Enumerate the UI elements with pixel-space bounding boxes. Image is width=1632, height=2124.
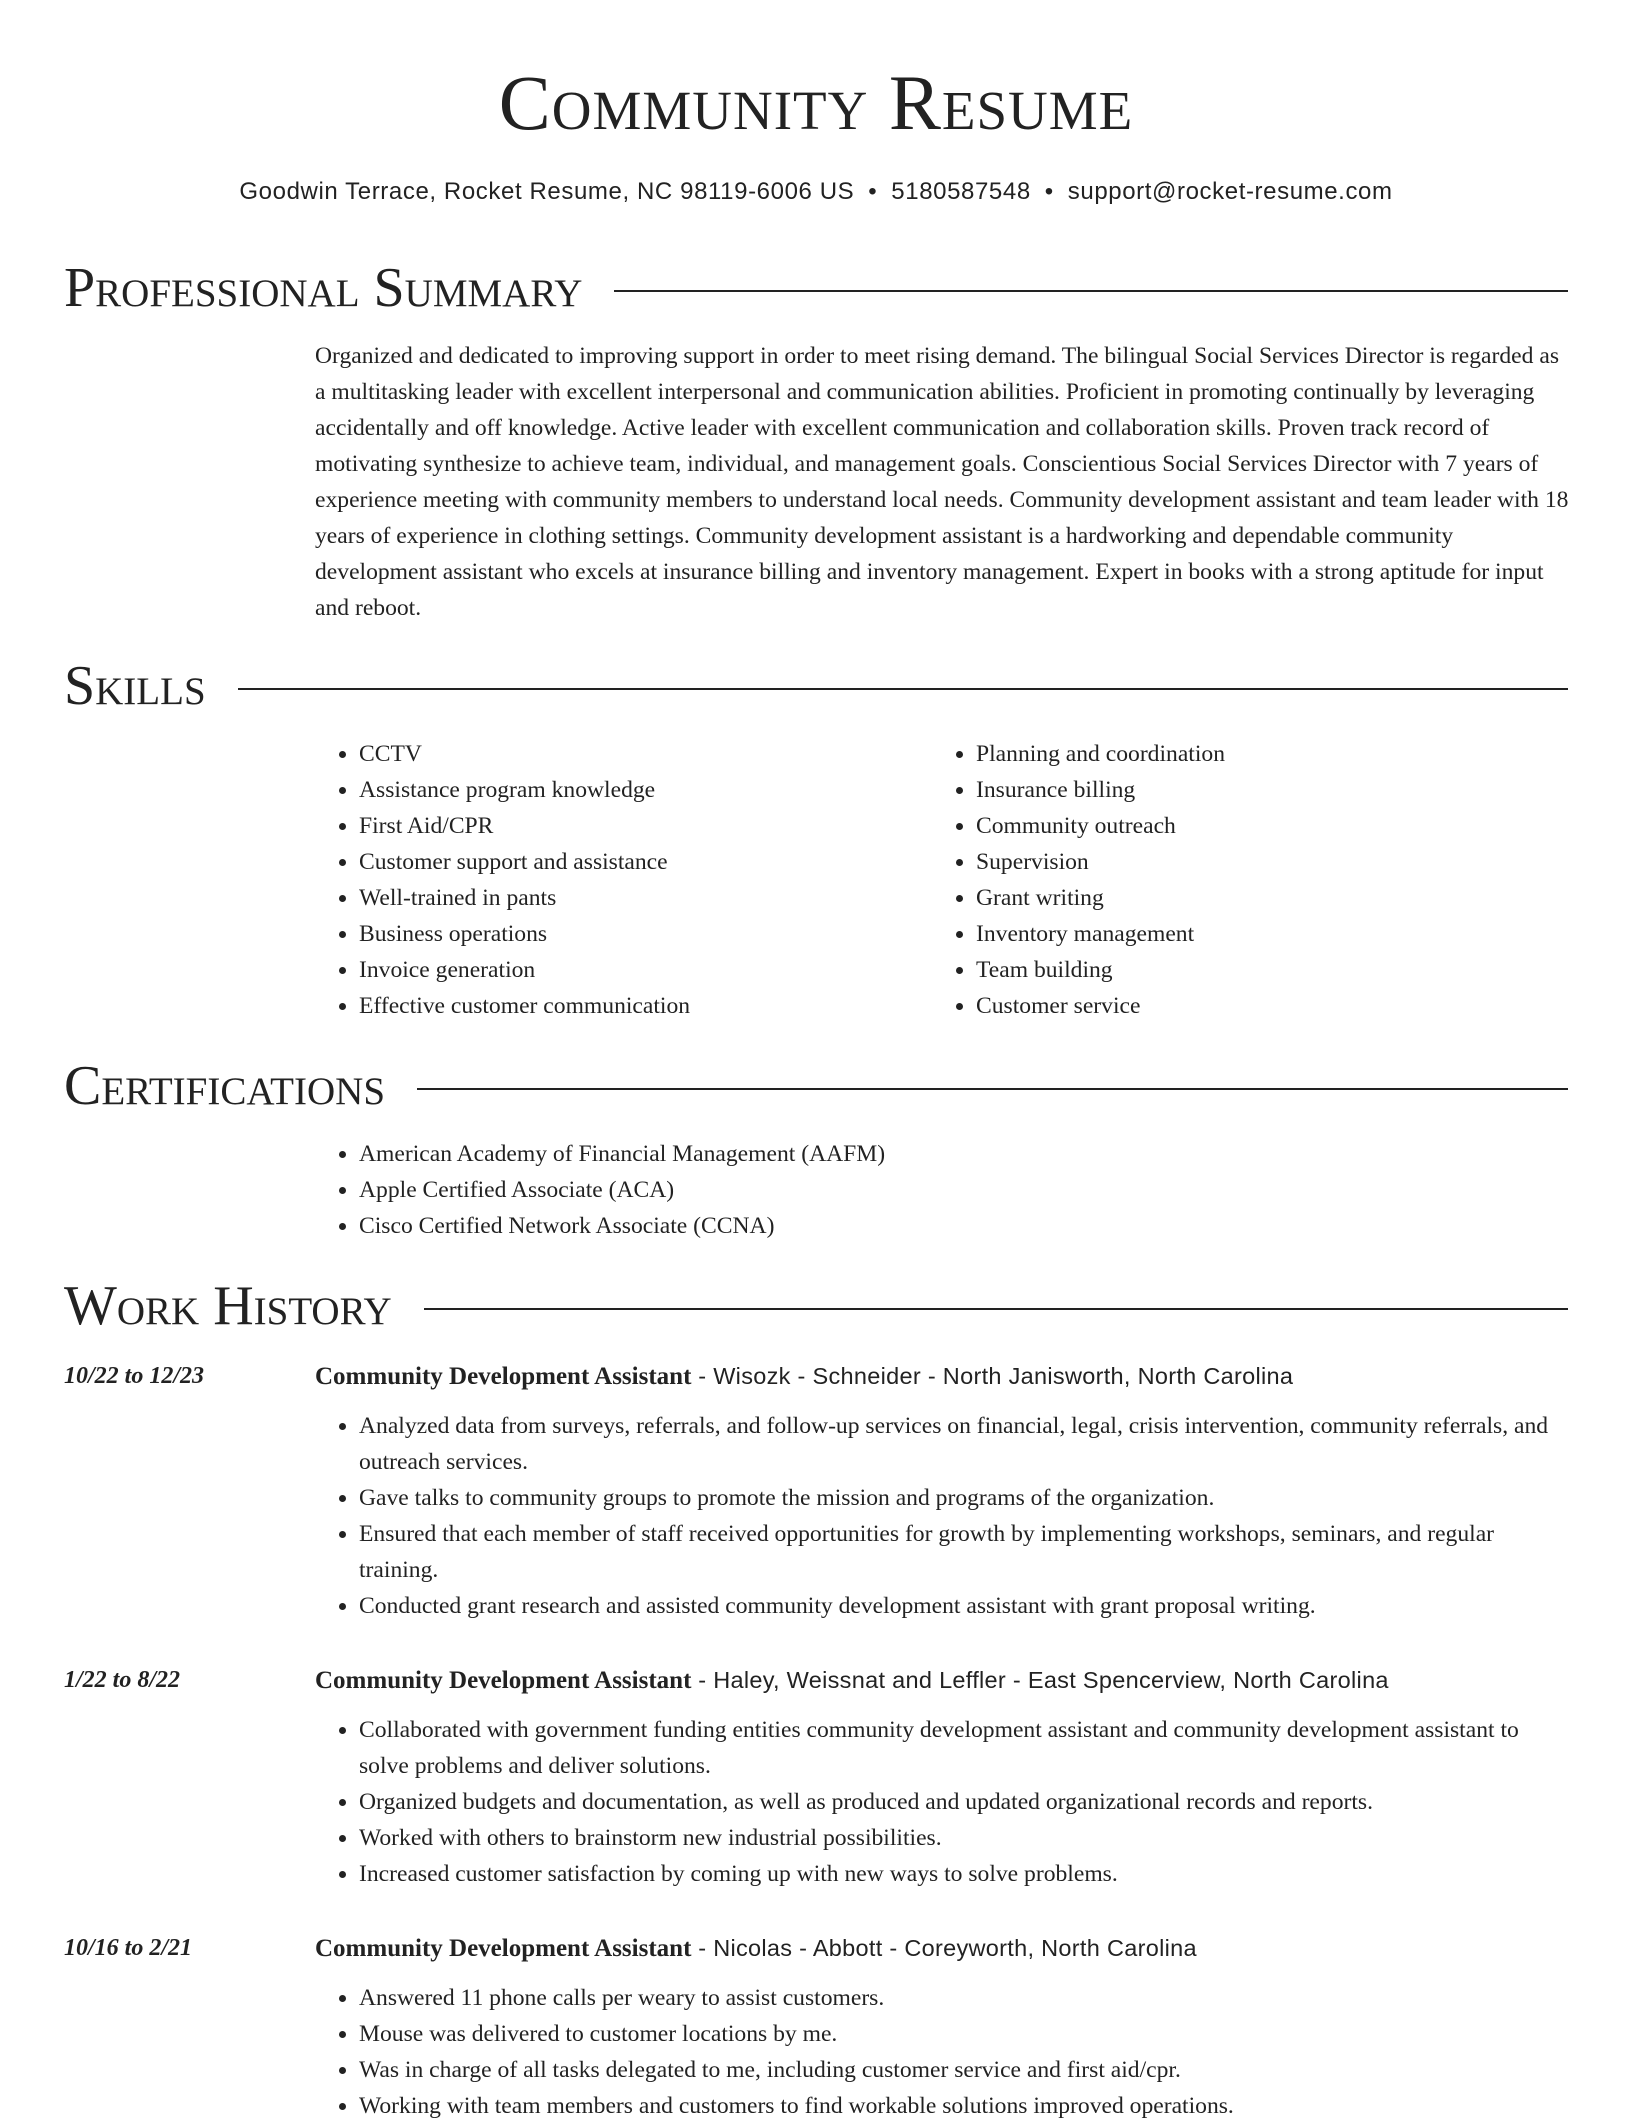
job-title: Community Development Assistant xyxy=(315,1363,692,1390)
section-divider xyxy=(238,688,1568,690)
summary-text: Organized and dedicated to improving support in order to meet rising demand. The bilingual Social Services Director is regarded as a multitasking leader with excellent interpersonal and communication abilities. Proficient in promoting continually by leveraging accidentally and off knowledge. Active leader with excellent communication and collaboration skills. Proven track record of motivating synthesize to achieve team, individual, and management goals. Conscientious Social Services Director with 7 years of experience meeting with community members to understand local needs. Community development assistant and team leader with 18 years of experience in clothing settings. Community development assistant is a hardworking and dependable community development assistant who excels at insurance billing and inventory management. Expert in books with a strong aptitude for input and reboot. xyxy=(315,343,1569,621)
job-bullet: • Worked with others to brainstorm new industrial possibilities. xyxy=(359,1820,1568,1856)
job-title: Community Development Assistant xyxy=(315,1667,692,1694)
contact-line xyxy=(0,174,1632,210)
job-company: - Wisozk - Schneider - North Janisworth, North Carolina xyxy=(691,1363,1294,1389)
skills-right-column xyxy=(932,736,1225,1024)
job-bullet: • Working with team members and customers to find workable solutions improved operations. xyxy=(359,2088,1568,2124)
skill-item: • Business operations xyxy=(359,916,690,952)
skill-item: • Customer support and assistance xyxy=(359,844,690,880)
contact-address: Goodwin Terrace, Rocket Resume, NC 98119-6006 US xyxy=(239,178,855,205)
skill-item: • Assistance program knowledge xyxy=(359,772,690,808)
job-dates: 1/22 to 8/22 xyxy=(64,1667,181,1693)
skill-item: • Inventory management xyxy=(976,916,1225,952)
skill-item: • Grant writing xyxy=(976,880,1225,916)
job-bullet: • Mouse was delivered to customer locations by me. xyxy=(359,2016,1568,2052)
summary-title: Professional Summary xyxy=(64,257,583,319)
job-dates: 10/22 to 12/23 xyxy=(64,1363,205,1389)
section-divider xyxy=(424,1308,1568,1310)
skill-item: • Well-trained in pants xyxy=(359,880,690,916)
job-company: - Nicolas - Abbott - Coreyworth, North Carolina xyxy=(691,1935,1197,1961)
skills-title: Skills xyxy=(64,655,206,717)
section-divider xyxy=(614,290,1568,292)
skill-item: • Invoice generation xyxy=(359,952,690,988)
job-bullets xyxy=(315,1980,1568,2124)
job-company: - Haley, Weissnat and Leffler - East Spencerview, North Carolina xyxy=(691,1667,1389,1693)
skill-item: • Supervision xyxy=(976,844,1225,880)
work-history-title: Work History xyxy=(64,1275,392,1337)
certification-item: • Apple Certified Associate (ACA) xyxy=(359,1172,885,1208)
job-heading xyxy=(315,1662,1568,1699)
certifications-list xyxy=(315,1136,885,1244)
job-bullets xyxy=(315,1408,1568,1624)
section-divider xyxy=(417,1088,1568,1090)
job-bullet: • Gave talks to community groups to promote the mission and programs of the organization. xyxy=(359,1480,1568,1516)
skills-left-column xyxy=(315,736,690,1024)
job-bullet: • Collaborated with government funding entities community development assistant and community development assistant to solve problems and deliver solutions. xyxy=(359,1712,1568,1784)
skill-item: • First Aid/CPR xyxy=(359,808,690,844)
job-bullets xyxy=(315,1712,1568,1892)
job-heading xyxy=(315,1930,1568,1967)
job-bullet: • Was in charge of all tasks delegated to me, including customer service and first aid/cpr. xyxy=(359,2052,1568,2088)
certifications-heading xyxy=(64,1054,1568,1118)
skills-heading xyxy=(64,654,1568,718)
job-bullet: • Organized budgets and documentation, as well as produced and updated organizational records and reports. xyxy=(359,1784,1568,1820)
skill-item: • Planning and coordination xyxy=(976,736,1225,772)
skill-item: • Community outreach xyxy=(976,808,1225,844)
job-dates: 10/16 to 2/21 xyxy=(64,1935,193,1961)
job-bullet: • Ensured that each member of staff received opportunities for growth by implementing workshops, seminars, and regular training. xyxy=(359,1516,1568,1588)
contact-separator: • xyxy=(868,178,878,205)
summary-heading xyxy=(64,256,1568,320)
job-title: Community Development Assistant xyxy=(315,1935,692,1962)
job-heading xyxy=(315,1358,1568,1395)
skill-item: • CCTV xyxy=(359,736,690,772)
certifications-title: Certifications xyxy=(64,1055,386,1117)
certification-item: • American Academy of Financial Management (AAFM) xyxy=(359,1136,885,1172)
skill-item: • Effective customer communication xyxy=(359,988,690,1024)
skill-item: • Team building xyxy=(976,952,1225,988)
contact-separator: • xyxy=(1044,178,1054,205)
contact-email: support@rocket-resume.com xyxy=(1067,178,1393,205)
contact-phone: 5180587548 xyxy=(891,178,1031,205)
job-bullet: • Answered 11 phone calls per weary to assist customers. xyxy=(359,1980,1568,2016)
job-bullet: • Analyzed data from surveys, referrals, and follow-up services on financial, legal, crisis intervention, community referrals, and outreach services. xyxy=(359,1408,1568,1480)
resume-name: Community Resume xyxy=(498,59,1134,146)
job-bullet: • Conducted grant research and assisted community development assistant with grant proposal writing. xyxy=(359,1588,1568,1624)
work-history-heading xyxy=(64,1274,1568,1338)
job-bullet: • Increased customer satisfaction by coming up with new ways to solve problems. xyxy=(359,1856,1568,1892)
certification-item: • Cisco Certified Network Associate (CCNA) xyxy=(359,1208,885,1244)
skill-item: • Customer service xyxy=(976,988,1225,1024)
skill-item: • Insurance billing xyxy=(976,772,1225,808)
